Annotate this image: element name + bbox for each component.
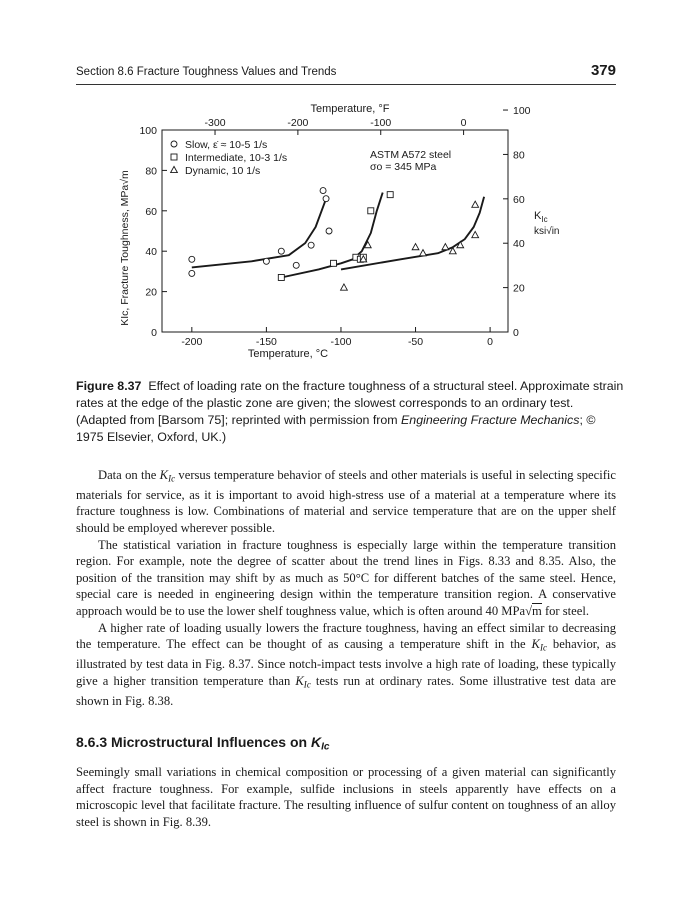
material-annotation: ASTM A572 steel (370, 149, 452, 161)
right-tick-label: 0 (513, 327, 519, 339)
legend-entry: Dynamic, 10 1/s (185, 165, 261, 177)
circle-data-point (323, 196, 329, 202)
caption-text: Effect of loading rate on the fracture toughness of a structural steel. Approximate strain rates at the edge of the plastic zone are given; the slowest corresponds to an ordinary test. (Adapted from [Barsom 75]; reprinted with permission from (76, 379, 624, 427)
caption-journal: Engineering Fracture Mechanics (401, 413, 580, 427)
top-tick-label: -200 (287, 117, 309, 129)
figure-8-37 (118, 100, 588, 377)
y-tick-label: 100 (139, 125, 157, 137)
square-data-point (387, 192, 393, 198)
x-tick-label: -100 (330, 336, 352, 348)
legend-entry: Intermediate, 10-3 1/s (185, 152, 288, 164)
legend-circle-marker (171, 141, 177, 147)
page-number: 379 (590, 62, 616, 79)
right-tick-label: 40 (513, 238, 525, 251)
paragraph-1: Data on the $K_{Ic}$ versus temperature behavior of steels and other materials is useful in selecting specific materials for service, as it is important to avoid high-stress use of a material at a temperature where its fracture toughness is low. Combinations of material and service temperature that are on the upper shelf should be employed wherever possible. (76, 468, 616, 536)
right-tick-label: 80 (513, 149, 525, 162)
y-tick-label: 0 (151, 327, 157, 339)
section-paragraph: Seemingly small variations in chemical composition or processing of a given material can significantly affect fracture toughness. For example, sulfide inclusions in steels apparently have effects on a microscopic level that facilitate fracture. The resulting influence of sulfur content on toughness of an alloy steel is shown in Fig. 8.39. (76, 765, 616, 829)
triangle-data-point (472, 231, 479, 237)
y-axis-label: KIc, Fracture Toughness, MPa√m (119, 170, 131, 326)
top-tick-label: -100 (370, 117, 392, 129)
circle-data-point (308, 242, 314, 248)
triangle-data-point (420, 250, 427, 256)
circle-data-point (189, 270, 195, 276)
triangle-data-point (472, 201, 479, 207)
triangle-data-point (341, 284, 348, 290)
strength-annotation: σo = 345 MPa (370, 161, 437, 173)
caption-credit: ; © 1975 Elsevier, Oxford, UK.) (76, 413, 596, 444)
square-data-point (278, 274, 284, 280)
fracture-toughness-chart (118, 100, 588, 372)
x-tick-label: 0 (487, 336, 494, 348)
y-tick-label: 60 (145, 205, 157, 218)
legend-square-marker (171, 154, 177, 160)
y-tick-label: 40 (145, 246, 157, 259)
x-tick-label: -150 (255, 336, 277, 348)
circle-data-point (326, 228, 332, 234)
x-axis-label: Temperature, °C (247, 348, 329, 360)
paragraph-2: The statistical variation in fracture toughness is especially large within the temperature transition region. For example, note the degree of scatter about the trend lines in Figs. 8.33 and 8.35. Also, the position of the transition may shift by as much as 50°C for different batches of the same steel. Hence, special care is needed in engineering design within the temperature transition region. A conservative approach would be to use the lower shelf toughness value, which is often around 40 MPa√m for steel. (76, 537, 616, 619)
x-tick-label: -200 (181, 336, 203, 348)
circle-data-point (278, 248, 284, 254)
triangle-data-point (442, 244, 449, 250)
right-tick-label: 60 (513, 193, 525, 206)
running-head: Section 8.6 Fracture Toughness Values and Trends (76, 66, 337, 78)
trend-curve (192, 199, 326, 268)
circle-data-point (320, 188, 326, 194)
figure-caption (76, 378, 624, 446)
top-tick-label: -300 (204, 117, 226, 129)
x-tick-label: -50 (407, 336, 424, 348)
section-heading: 8.6.3 Microstructural Influences on $K_{Ic}$ (76, 734, 330, 753)
y-tick-label: 80 (145, 165, 157, 178)
square-data-point (368, 208, 374, 214)
y-tick-label: 20 (145, 286, 157, 299)
paragraph-3: A higher rate of loading usually lowers the fracture toughness, having an effect similar to decreasing the temperature. The effect can be thought of as causing a temperature shift in the $K_{Ic}$ behavior, as illustrated by test data in Fig. 8.37. Since notch-impact tests involve a high rate of loading, these typically give a higher transition temperature than $K_{Ic}$ tests run at ordinary rates. Some illustrative test data are shown in Fig. 8.38. (76, 620, 616, 708)
legend-triangle-marker (171, 166, 178, 172)
top-tick-label: 0 (460, 117, 467, 129)
circle-data-point (189, 256, 195, 262)
circle-data-point (293, 262, 299, 268)
top-axis-title: Temperature, °F (310, 103, 390, 115)
square-data-point (331, 260, 337, 266)
right-tick-label: 20 (513, 282, 525, 295)
right-axis-units: ksi√in (534, 226, 560, 237)
legend-entry: Slow, ε̇ ≈ 10-5 1/s (185, 139, 268, 151)
body-text (76, 467, 616, 709)
page-header (76, 62, 616, 85)
circle-data-point (263, 258, 269, 264)
right-axis-label: $K_{Ic}$ (534, 210, 548, 224)
caption-label: Figure 8.37 (76, 379, 142, 393)
triangle-data-point (412, 244, 419, 250)
right-tick-label: 100 (513, 105, 531, 118)
